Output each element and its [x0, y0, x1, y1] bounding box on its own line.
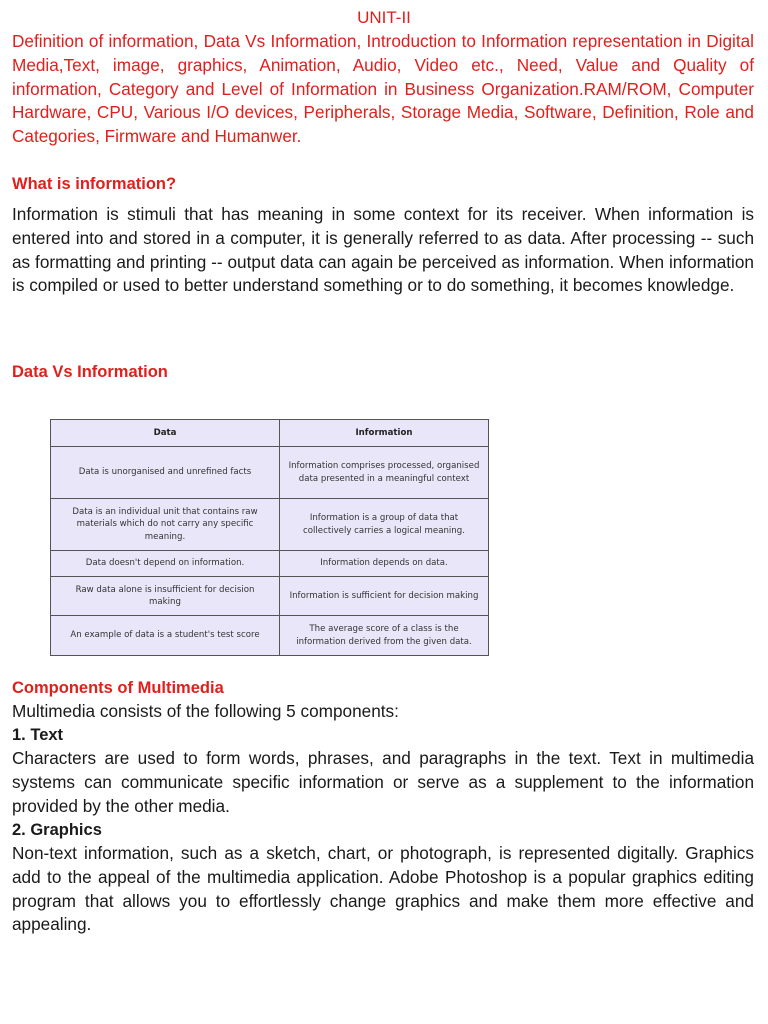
unit-title: UNIT-II: [357, 8, 411, 27]
table-header-row: [51, 420, 489, 447]
table-cell-data: An example of data is a student's test score: [51, 616, 280, 656]
subheading-graphics: 2. Graphics: [12, 821, 102, 839]
paragraph-what-is-information: Information is stimuli that has meaning in some context for its receiver. When information is entered into and stored in a computer, it is generally referred to as data. After processing -- such as formatting and printing -- output data can again be perceived as information. When information is compiled or used to better understand something or to do something, it becomes knowledge.: [12, 204, 754, 296]
table-cell-data: Data is unorganised and unrefined facts: [51, 447, 280, 499]
paragraph-graphics: Non-text information, such as a sketch, chart, or photograph, is represented digitally. Graphics add to the appeal of the multimedia application. Adobe Photoshop is a popular graphics editing program that allows you to effortlessly change graphics and make them more effective and appealing.: [12, 843, 754, 935]
table-row: [51, 447, 489, 499]
heading-components-of-multimedia: Components of Multimedia: [12, 679, 224, 697]
table-cell-information: The average score of a class is the information derived from the given data.: [280, 616, 489, 656]
table-cell-data: Data is an individual unit that contains raw materials which do not carry any specific meaning.: [51, 499, 280, 551]
multimedia-intro: Multimedia consists of the following 5 components:: [12, 701, 399, 721]
syllabus-text: Definition of information, Data Vs Information, Introduction to Information representation in Digital Media,Text, image, graphics, Animation, Audio, Video etc., Need, Value and Quality of information, Category and Level of Information in Business Organization.RAM/ROM, Computer Hardware, CPU, Various I/O devices, Peripherals, Storage Media, Software, Definition, Role and Categories, Firmware and Humanwer.: [12, 31, 754, 147]
heading-data-vs-information: Data Vs Information: [12, 363, 168, 381]
table-header-information: Information: [280, 420, 489, 447]
table-row: [51, 577, 489, 616]
table-row: [51, 616, 489, 656]
table-header-data: Data: [51, 420, 280, 447]
table-cell-information: Information is a group of data that collectively carries a logical meaning.: [280, 499, 489, 551]
data-vs-information-table: [50, 419, 489, 656]
table-cell-information: Information comprises processed, organised data presented in a meaningful context: [280, 447, 489, 499]
subheading-text: 1. Text: [12, 726, 64, 744]
table-cell-information: Information is sufficient for decision making: [280, 577, 489, 616]
heading-what-is-information: What is information?: [12, 175, 177, 193]
table-cell-information: Information depends on data.: [280, 551, 489, 577]
table-row: [51, 551, 489, 577]
paragraph-text: Characters are used to form words, phrases, and paragraphs in the text. Text in multimedia systems can communicate specific information or serve as a supplement to the information provided by the other media.: [12, 748, 754, 816]
table-cell-data: Raw data alone is insufficient for decision making: [51, 577, 280, 616]
table-cell-data: Data doesn't depend on information.: [51, 551, 280, 577]
table-row: [51, 499, 489, 551]
